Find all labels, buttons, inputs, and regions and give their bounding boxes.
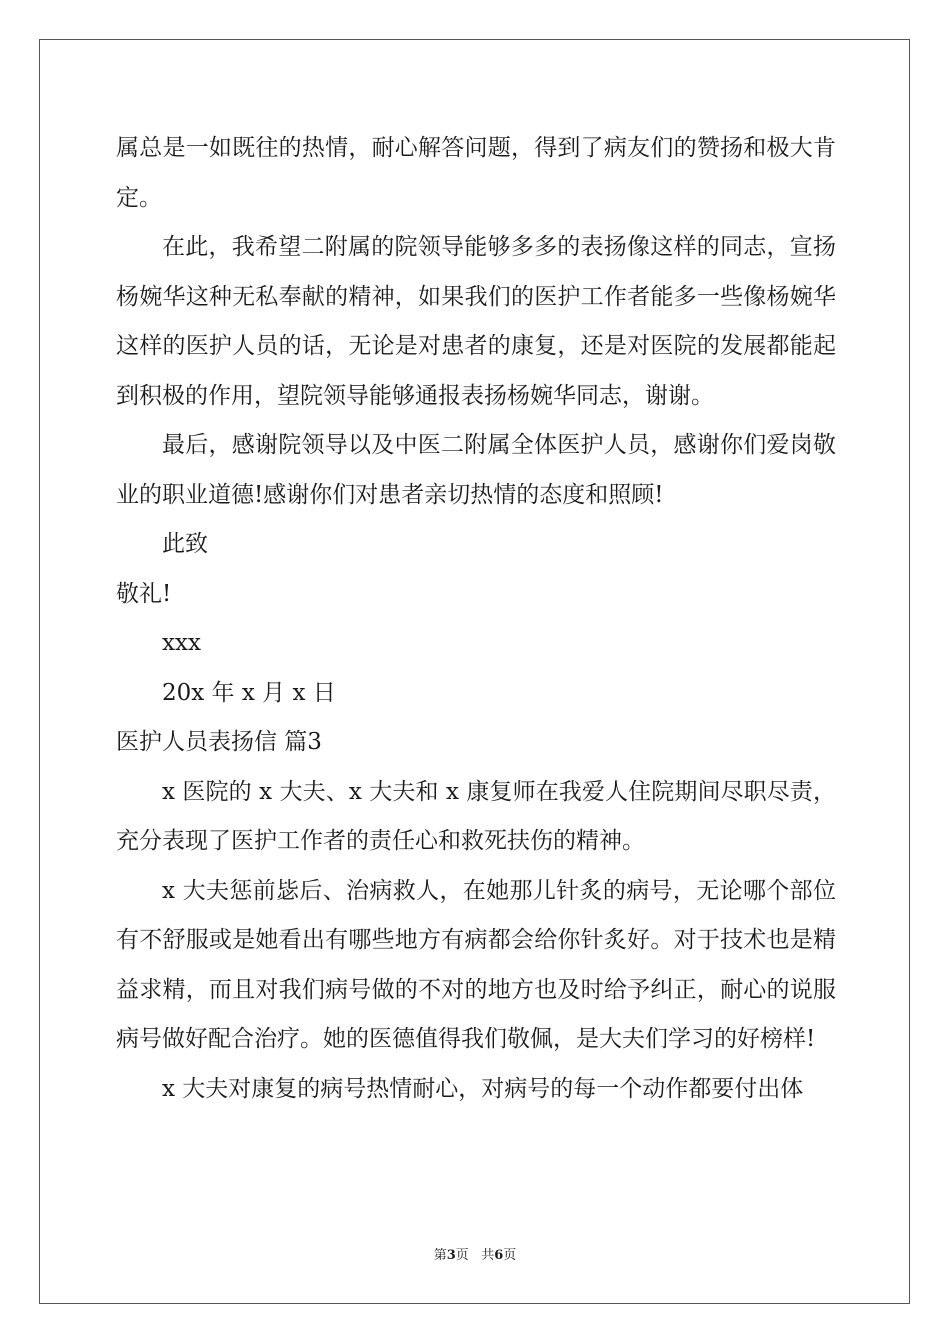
closing-regards: 敬礼! (116, 580, 172, 607)
paragraph-1: 属总是一如既往的热情，耐心解答问题，得到了病友们的赞扬和极大肯定。 (116, 135, 836, 211)
section-heading: 医护人员表扬信 篇3 (116, 729, 322, 755)
page-number: 3 (446, 1248, 456, 1263)
page-footer (0, 1244, 950, 1263)
letter-date: 20x 年 x 月 x 日 (162, 679, 336, 706)
document-body (116, 124, 836, 1114)
total-prefix: 共 (481, 1248, 495, 1263)
paragraph-2: 在此，我希望二附属的院领导能够多多的表扬像这样的同志，宣扬杨婉华这种无私奉献的精神，如果我们的医护工作者能多一些像杨婉华这样的医护人员的话，无论是对患者的康复，还是对医院的发展都能起到积极的作用，望院领导能够通报表扬杨婉华同志，谢谢。 (116, 234, 836, 409)
closing-salutation: 此致 (162, 531, 208, 557)
paragraph-3: 最后，感谢院领导以及中医二附属全体医护人员，感谢你们爱岗敬业的职业道德!感谢你们对患者亲切热情的态度和照顾! (116, 432, 836, 508)
paragraph-5: x 大夫惩前毖后、治病救人，在她那儿针炙的病号，无论哪个部位有不舒服或是她看出有哪些地方有病都会给你针炙好。对于技术也是精益求精，而且对我们病号做的不对的地方也及时给予纠正，耐心的说服病号做好配合治疗。她的医德值得我们敬佩，是大夫们学习的好榜样! (116, 877, 836, 1052)
total-suffix: 页 (503, 1248, 517, 1263)
total-pages: 6 (494, 1248, 504, 1263)
paragraph-4: x 医院的 x 大夫、x 大夫和 x 康复师在我爱人住院期间尽职尽责，充分表现了医护工作者的责任心和救死扶伤的精神。 (116, 778, 836, 854)
page-prefix: 第 (433, 1248, 447, 1263)
signature: xxx (162, 630, 201, 656)
page-suffix: 页 (455, 1248, 469, 1263)
paragraph-6: x 大夫对康复的病号热情耐心，对病号的每一个动作都要付出体 (162, 1075, 804, 1102)
